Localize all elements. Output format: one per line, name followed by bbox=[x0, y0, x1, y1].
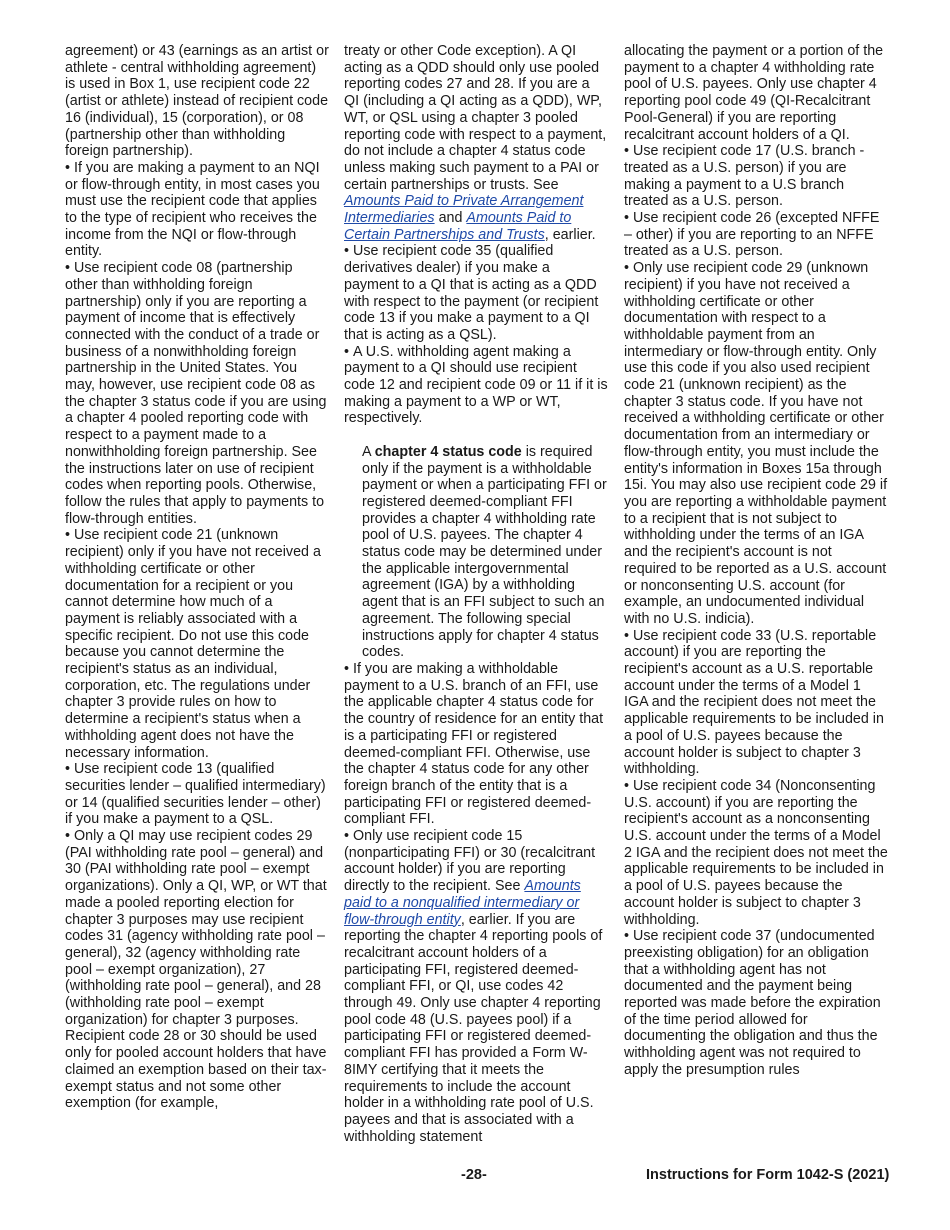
bullet-paragraph: • Use recipient code 21 (unknown recipient) only if you have not received a withholding certificate or other documentation for a recipient or you cannot determine how much of a payment is reliably associated with a specific recipient. Do not use this code because you cannot determine the recipient's status as an individual, corporation, etc. The regulations under chapter 3 provide rules on how to determine a recipient's status when a withholding agent does not have the necessary information. bbox=[65, 527, 329, 761]
link-certain-partnerships-and-trusts[interactable]: Amounts Paid to Certain Partnerships and Trusts bbox=[344, 210, 572, 243]
column-3 bbox=[624, 43, 888, 1079]
text: is required only if the payment is a withholdable payment or when a participating FFI or registered deemed-compliant FFI provides a chapter 4 withholding rate pool of U.S. payees. The chapter 4 status code may be determined under the applicable intergovernmental agreement (IGA) by a withholding agent that is an FFI subject to such an agreement. The following special instructions apply for chapter 4 status codes. bbox=[362, 443, 607, 661]
text: , earlier. bbox=[544, 226, 596, 243]
column-1 bbox=[65, 43, 329, 1112]
bullet-paragraph: • Only use recipient code 29 (unknown recipient) if you have not received a withholding certificate or other documentation with respect to a withholdable payment from an intermediary or flow-through entity. Only use this code if you also used recipient code 21 (unknown recipient) as the chapter 3 status code. If you have not received a withholding certificate or other documentation from an intermediary or flow-through entity, you must include the entity's information in Boxes 15a through 15i. You may also use recipient code 29 if you are reporting a withholdable payment to a recipient that is not subject to withholding under the terms of an IGA and the recipient's account is not required to be reported as a U.S. account or nonconsenting U.S. account (for example, an undocumented individual with no U.S. indicia). bbox=[624, 260, 888, 627]
bullet-paragraph: • Use recipient code 17 (U.S. branch - treated as a U.S. person) if you are making a payment to a U.S branch treated as a U.S. person. bbox=[624, 143, 888, 210]
bullet-paragraph bbox=[344, 828, 608, 1145]
paragraph: allocating the payment or a portion of the payment to a chapter 4 withholding rate pool of U.S. payees. Only use chapter 4 reporting pool code 49 (QI-Recalcitrant Pool-General) if you are reporting recalcitrant account holders of a QI. bbox=[624, 43, 884, 143]
link-nonqualified-intermediary[interactable]: Amounts paid to a nonqualified intermediary or flow-through entity bbox=[344, 878, 581, 928]
bold-term: chapter 4 status code bbox=[374, 443, 522, 460]
column-2 bbox=[344, 43, 608, 1145]
bullet-paragraph: • Use recipient code 26 (excepted NFFE – other) if you are reporting to an NFFE treated as a U.S. person. bbox=[624, 210, 888, 260]
bullet-paragraph: • Use recipient code 08 (partnership other than withholding foreign partnership) only if you are reporting a payment of income that is effectively connected with the conduct of a trade or business of a nonwithholding foreign partnership in the United States. You may, however, use recipient code 08 as the chapter 3 status code if you are using a chapter 4 pooled reporting code with respect to a payment made to a nonwithholding foreign partnership. See the instructions later on use of recipient codes when reporting pools. Otherwise, follow the rules that apply to payments to flow-through entities. bbox=[65, 260, 329, 527]
text: , earlier. If you are reporting the chapter 4 reporting pools of recalcitrant account holders of a participating FFI, registered deemed-compliant FFI, or QI, use codes 42 through 49. Only use chapter 4 reporting pool code 48 (U.S. payees pool) if a participating FFI or registered deemed-compliant FFI has provided a Form W-8IMY certifying that it meets the requirements to include the account holder in a withholding rate pool of U.S. payees and that is associated with a withholding statement bbox=[344, 911, 603, 1145]
form-title: Instructions for Form 1042-S (2021) bbox=[646, 1167, 890, 1183]
bullet-paragraph: • Use recipient code 37 (undocumented preexisting obligation) for an obligation that a withholding agent has not documented and the payment being reported was made before the expiration of the time period allowed for documenting the obligation and thus the withholding agent was not required to apply the presumption rules bbox=[624, 928, 888, 1078]
text: treaty or other Code exception). A QI acting as a QDD should only use pooled reporting codes 27 and 28. If you are a QI (including a QI acting as a QDD), WP, WT, or QSL using a chapter 3 pooled reporting code with respect to a payment, do not include a chapter 4 status code unless making such payment to a PAI or certain partnerships or trusts. See bbox=[344, 43, 607, 193]
link-private-arrangement-intermediaries[interactable]: Amounts Paid to Private Arrangement Intermediaries bbox=[344, 193, 584, 227]
bullet-paragraph: • If you are making a payment to an NQI or flow-through entity, in most cases you must use the recipient code that applies to the type of recipient who receives the income from the NQI or flow-through entity. bbox=[65, 160, 329, 260]
text: A bbox=[362, 443, 375, 460]
bullet-paragraph: • A U.S. withholding agent making a payment to a QI should use recipient code 12 and recipient code 09 or 11 if it is making a payment to a WP or WT, respectively. bbox=[344, 344, 608, 428]
page-number: -28- bbox=[461, 1167, 487, 1183]
text: Only use recipient code 15 (nonparticipating FFI) or 30 (recalcitrant account holder) if you are reporting directly to the recipient. See bbox=[344, 828, 596, 895]
bullet-paragraph: • Use recipient code 33 (U.S. reportable account) if you are reporting the recipient's account as a U.S. reportable account under the terms of a Model 1 IGA and the recipient does not meet the applicable requirements to be included in a pool of U.S. payees because the account holder is subject to chapter 3 withholding. bbox=[624, 628, 888, 778]
bullet-paragraph: • If you are making a withholdable payment to a U.S. branch of an FFI, use the applicable chapter 4 status code for the country of residence for an entity that is a participating FFI or registered deemed-compliant FFI. Otherwise, use the chapter 4 status code for any other foreign branch of the entity that is a participating FFI or registered deemed-compliant FFI. bbox=[344, 661, 608, 828]
text: and bbox=[434, 210, 467, 227]
paragraph bbox=[344, 43, 608, 243]
bullet-paragraph: • Use recipient code 34 (Nonconsenting U.S. account) if you are reporting the recipient's account as a nonconsenting U.S. account under the terms of a Model 2 IGA and the recipient does not meet the applicable requirements to be included in a pool of U.S. payees because the account holder is subject to chapter 3 withholding. bbox=[624, 778, 888, 928]
bullet-paragraph: • Use recipient code 35 (qualified derivatives dealer) if you make a payment to a QI that is acting as a QDD with respect to the payment (or recipient code 13 if you make a payment to a QI that is acting as a QSL). bbox=[344, 243, 608, 343]
paragraph: agreement) or 43 (earnings as an artist or athlete - central withholding agreement) is used in Box 1, use recipient code 22 (artist or athlete) instead of recipient code 16 (individual), 15 (corporation), or 08 (partnership other than withholding foreign partnership). bbox=[65, 43, 329, 160]
bullet-paragraph: • Only a QI may use recipient codes 29 (PAI withholding rate pool – general) and 30 (PAI withholding rate pool – exempt organizations). Only a QI, WP, or WT that made a pooled reporting election for chapter 3 purposes may use recipient codes 31 (agency withholding rate pool – general), 32 (agency withholding rate pool – exempt organization), 27 (withholding rate pool – general), and 28 (withholding rate pool – exempt organization) for chapter 3 purposes. Recipient code 28 or 30 should be used only for pooled account holders that have claimed an exemption based on their tax-exempt status and not some other exemption (for example, bbox=[65, 828, 329, 1112]
bullet-paragraph: • Use recipient code 13 (qualified securities lender – qualified intermediary) or 14 (qualified securities lender – other) if you make a payment to a QSL. bbox=[65, 761, 329, 828]
paragraph bbox=[344, 444, 608, 661]
